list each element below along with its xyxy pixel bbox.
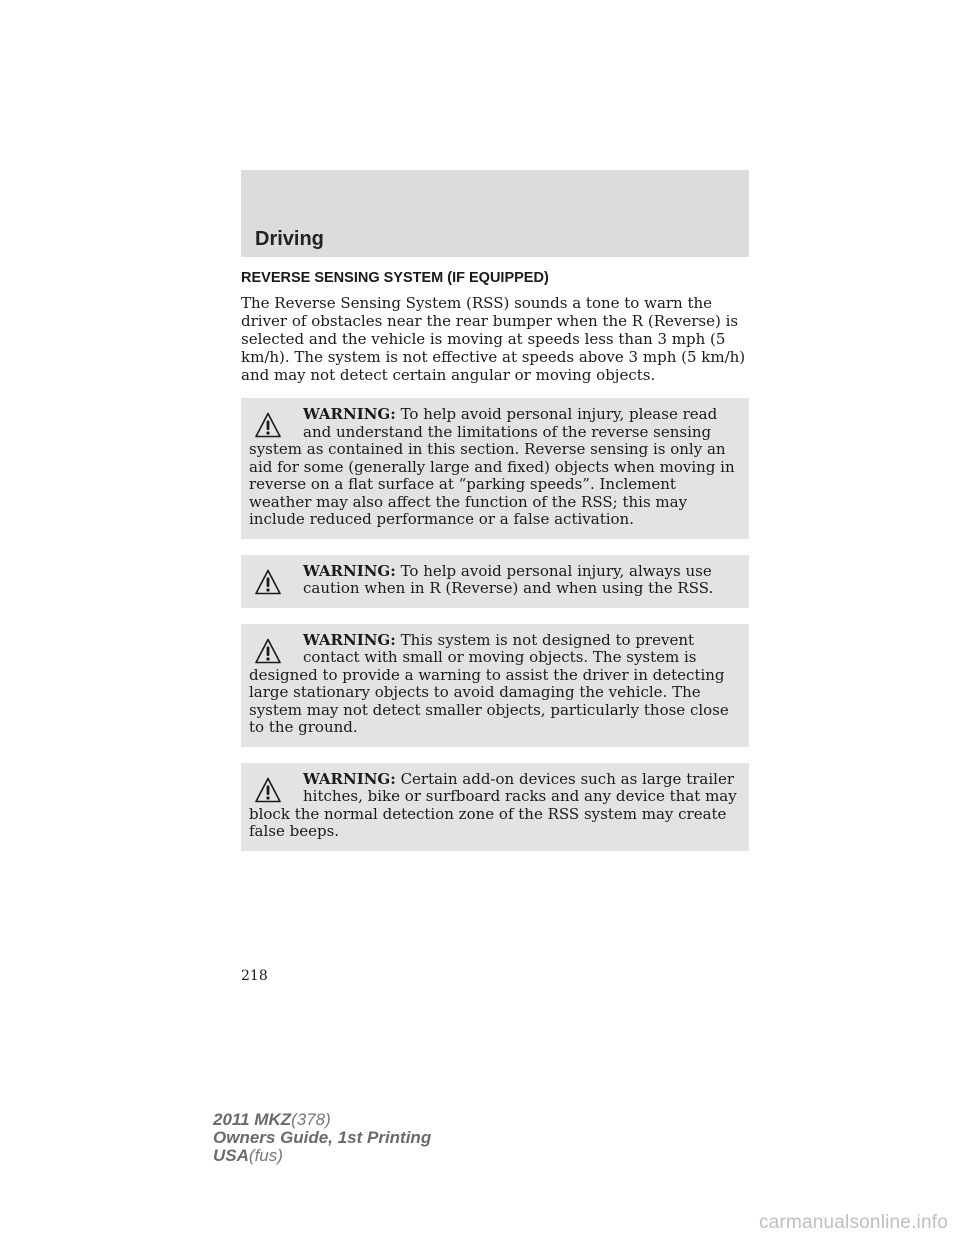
footer-line-1: 2011 MKZ(378) <box>213 1110 331 1129</box>
site-watermark: carmanualsonline.info <box>758 1212 948 1233</box>
warning-text: Certain add-on devices such as large trailer hitches, bike or surfboard racks and any device that may block the normal detection zone of the RSS system may create false beeps. <box>249 769 737 840</box>
warning-triangle-icon <box>255 777 281 803</box>
section-heading: REVERSE SENSING SYSTEM (IF EQUIPPED) <box>241 270 549 286</box>
warning-text: To help avoid personal injury, always use caution when in R (Reverse) and when using the RSS. <box>303 561 714 597</box>
warning-box <box>241 624 749 747</box>
warning-triangle-icon <box>255 569 281 595</box>
warning-text: This system is not designed to prevent contact with small or moving objects. The system is designed to provide a warning to assist the driver in detecting large stationary objects to avoid damaging the vehicle. The system may not detect smaller objects, particularly those close to the ground. <box>249 630 729 736</box>
warning-label: WARNING: <box>303 405 396 423</box>
warning-box <box>241 555 749 608</box>
intro-paragraph: The Reverse Sensing System (RSS) sounds a tone to warn the driver of obstacles near the rear bumper when the R (Reverse) is selected and the vehicle is moving at speeds less than 3 mph (5 km/h). The system is not effective at speeds above 3 mph (5 km/h) and may not detect certain angular or moving objects. <box>241 294 746 384</box>
section-header-band <box>241 170 749 257</box>
page-number: 218 <box>241 968 268 984</box>
warning-label: WARNING: <box>303 630 396 649</box>
warning-label: WARNING: <box>303 769 396 788</box>
footer-line-3: USA(fus) <box>213 1146 283 1165</box>
warning-label: WARNING: <box>303 561 396 580</box>
warning-triangle-icon <box>255 412 281 438</box>
warning-text: To help avoid personal injury, please read and understand the limitations of the reverse sensing system as contained in this section. Reverse sensing is only an aid for some (generally large and fixed) objects when moving in reverse on a flat surface at “parking speeds”. Inclement weather may also affect the function of the RSS; this may include reduced performance or a false activation. <box>249 405 735 528</box>
warning-box <box>241 763 749 851</box>
print-footer <box>213 1111 431 1165</box>
warning-box <box>241 398 749 539</box>
section-title: Driving <box>255 228 324 250</box>
footer-line-2: Owners Guide, 1st Printing <box>213 1128 432 1147</box>
page-content <box>241 270 749 867</box>
warning-triangle-icon <box>255 638 281 664</box>
